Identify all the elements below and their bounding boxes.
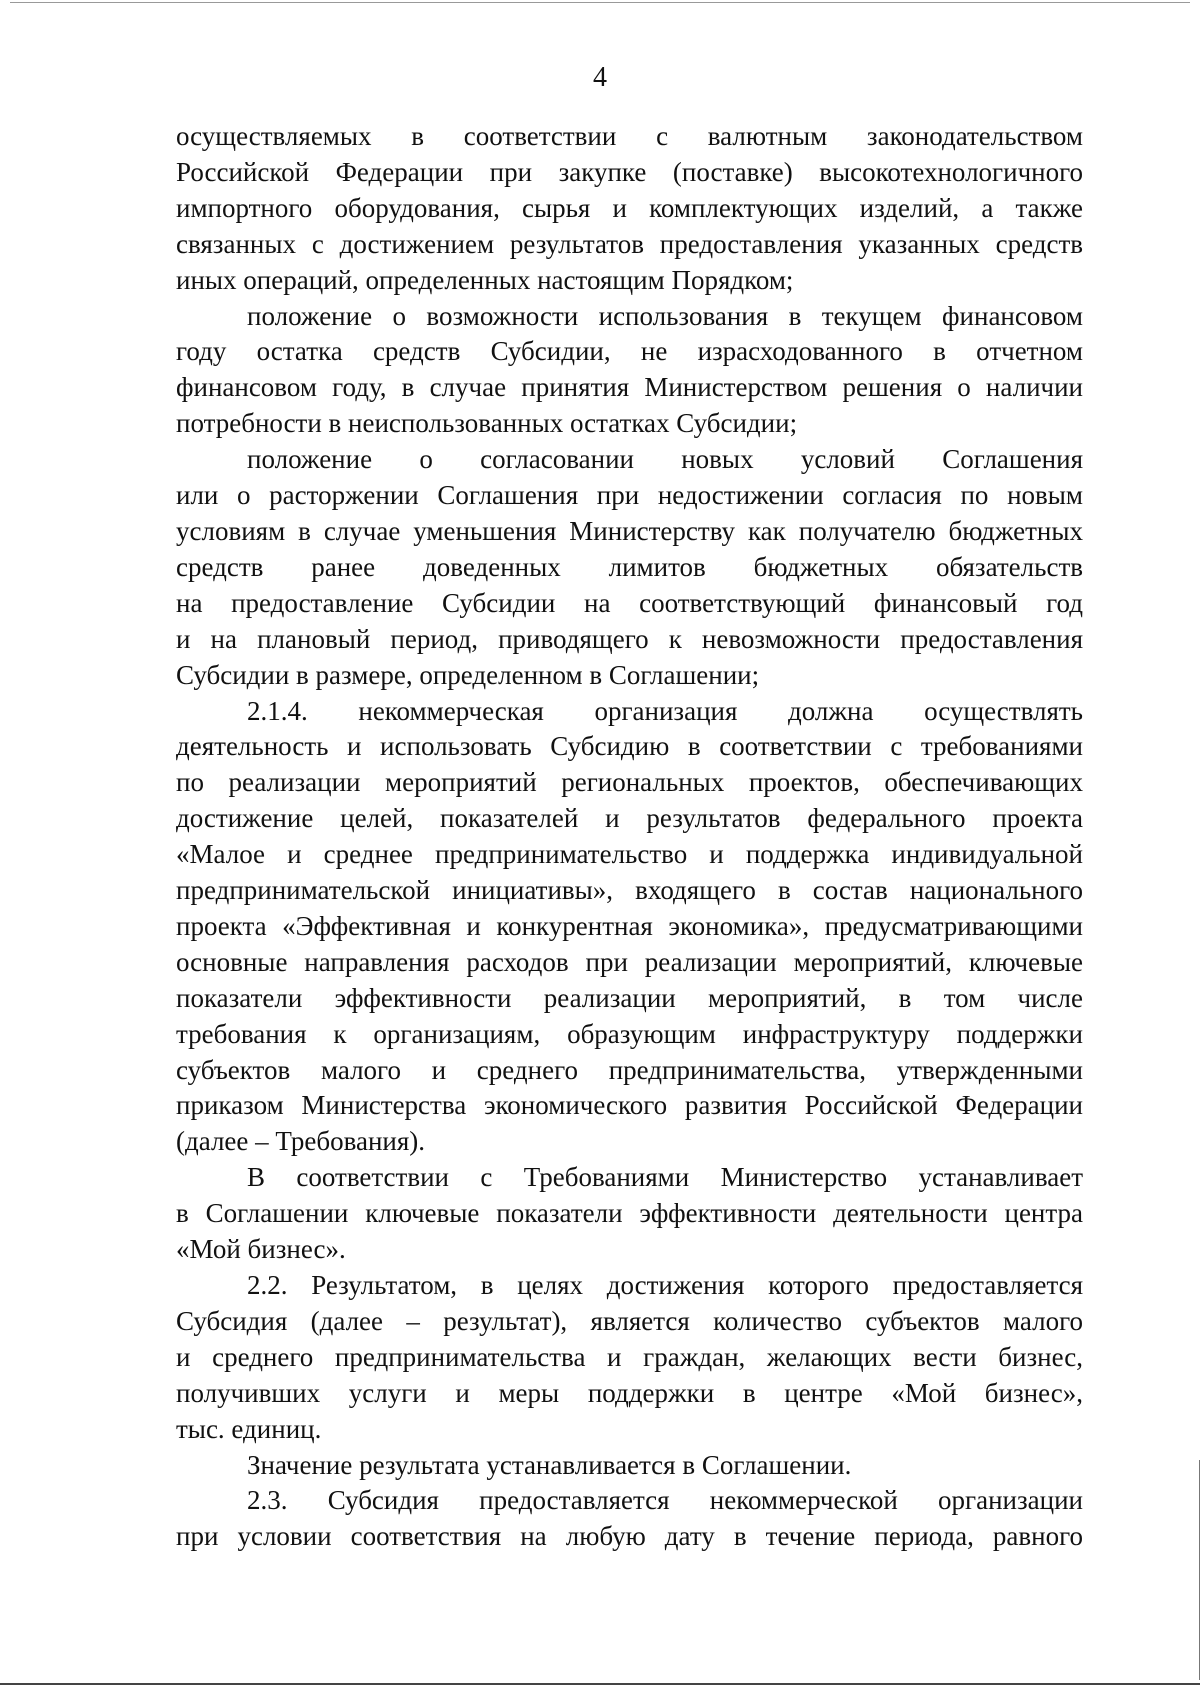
text-line: деятельность и использовать Субсидию в соответствии с требованиями [176,731,1083,762]
text-line: тыс. единиц. [176,1413,322,1444]
paragraph [176,442,1083,693]
paragraph [176,694,1083,1161]
text-line: потребности в неиспользованных остатках Субсидии; [176,408,798,439]
text-line: импортного оборудования, сырья и комплектующих изделий, а также [176,192,1083,223]
text-line: «Мой бизнес». [176,1234,346,1265]
text-line: году остатка средств Субсидии, не израсходованного в отчетном [176,336,1083,367]
text-line: по реализации мероприятий региональных проектов, обеспечивающих [176,767,1083,798]
text-line: В соответствии с Требованиями Министерство устанавливает [247,1162,1083,1193]
paragraph [176,1483,1083,1555]
text-line: проекта «Эффективная и конкурентная экономика», предусматривающими [176,910,1083,941]
text-line: предпринимательской инициативы», входящего в состав национального [176,875,1083,906]
text-line: осуществляемых в соответствии с валютным законодательством [176,121,1083,151]
document-body [176,119,1083,1555]
text-line: и на плановый период, приводящего к невозможности предоставления [176,623,1083,654]
text-line: показатели эффективности реализации мероприятий, в том числе [176,982,1083,1013]
paragraph [176,299,1083,443]
text-line: субъектов малого и среднего предпринимательства, утвержденными [176,1054,1083,1085]
text-line: связанных с достижением результатов предоставления указанных средств [176,228,1083,259]
paragraph [176,1448,1083,1484]
text-line: (далее – Требования). [176,1126,426,1157]
text-line: Значение результата устанавливается в Соглашении. [247,1449,852,1480]
text-line: и среднего предпринимательства и граждан, желающих вести бизнес, [176,1341,1083,1372]
text-line: иных операций, определенных настоящим Порядком; [176,264,794,295]
text-line: средств ранее доведенных лимитов бюджетных обязательств [176,551,1083,582]
text-line: приказом Министерства экономического развития Российской Федерации [176,1090,1083,1121]
text-line: при условии соответствия на любую дату в течение периода, равного [176,1521,1083,1552]
text-line: в Соглашении ключевые показатели эффективности деятельности центра [176,1198,1083,1229]
scan-edge-top [10,2,1190,3]
text-line: или о расторжении Соглашения при недостижении согласия по новым [176,480,1083,511]
text-line: основные направления расходов при реализации мероприятий, ключевые [176,946,1083,977]
text-line: «Малое и среднее предпринимательство и поддержка индивидуальной [176,839,1083,870]
text-line: на предоставление Субсидии на соответствующий финансовый год [176,587,1083,618]
text-line: достижение целей, показателей и результатов федерального проекта [176,803,1083,834]
text-line: 2.2. Результатом, в целях достижения которого предоставляется [247,1270,1083,1300]
paragraph [176,119,1083,299]
text-line: Субсидия (далее – результат), является количество субъектов малого [176,1305,1083,1336]
paragraph [176,1160,1083,1268]
text-line: положение о возможности использования в текущем финансовом [247,300,1083,331]
text-line: 2.1.4. некоммерческая организация должна осуществлять [247,695,1083,726]
text-line: требования к организациям, образующим инфраструктуру поддержки [176,1018,1083,1049]
text-line: получивших услуги и меры поддержки в центре «Мой бизнес», [176,1377,1083,1408]
paragraph [176,1268,1083,1448]
text-line: финансовом году, в случае принятия Министерством решения о наличии [176,372,1083,403]
text-line: Субсидии в размере, определенном в Соглашении; [176,659,760,690]
page-number: 4 [593,62,607,93]
text-line: положение о согласовании новых условий Соглашения [247,444,1083,475]
text-line: 2.3. Субсидия предоставляется некоммерческой организации [247,1485,1083,1516]
text-line: Российской Федерации при закупке (поставке) высокотехнологичного [176,156,1083,187]
scan-edge-bottom [0,1683,1200,1685]
text-line: условиям в случае уменьшения Министерству как получателю бюджетных [176,515,1083,546]
